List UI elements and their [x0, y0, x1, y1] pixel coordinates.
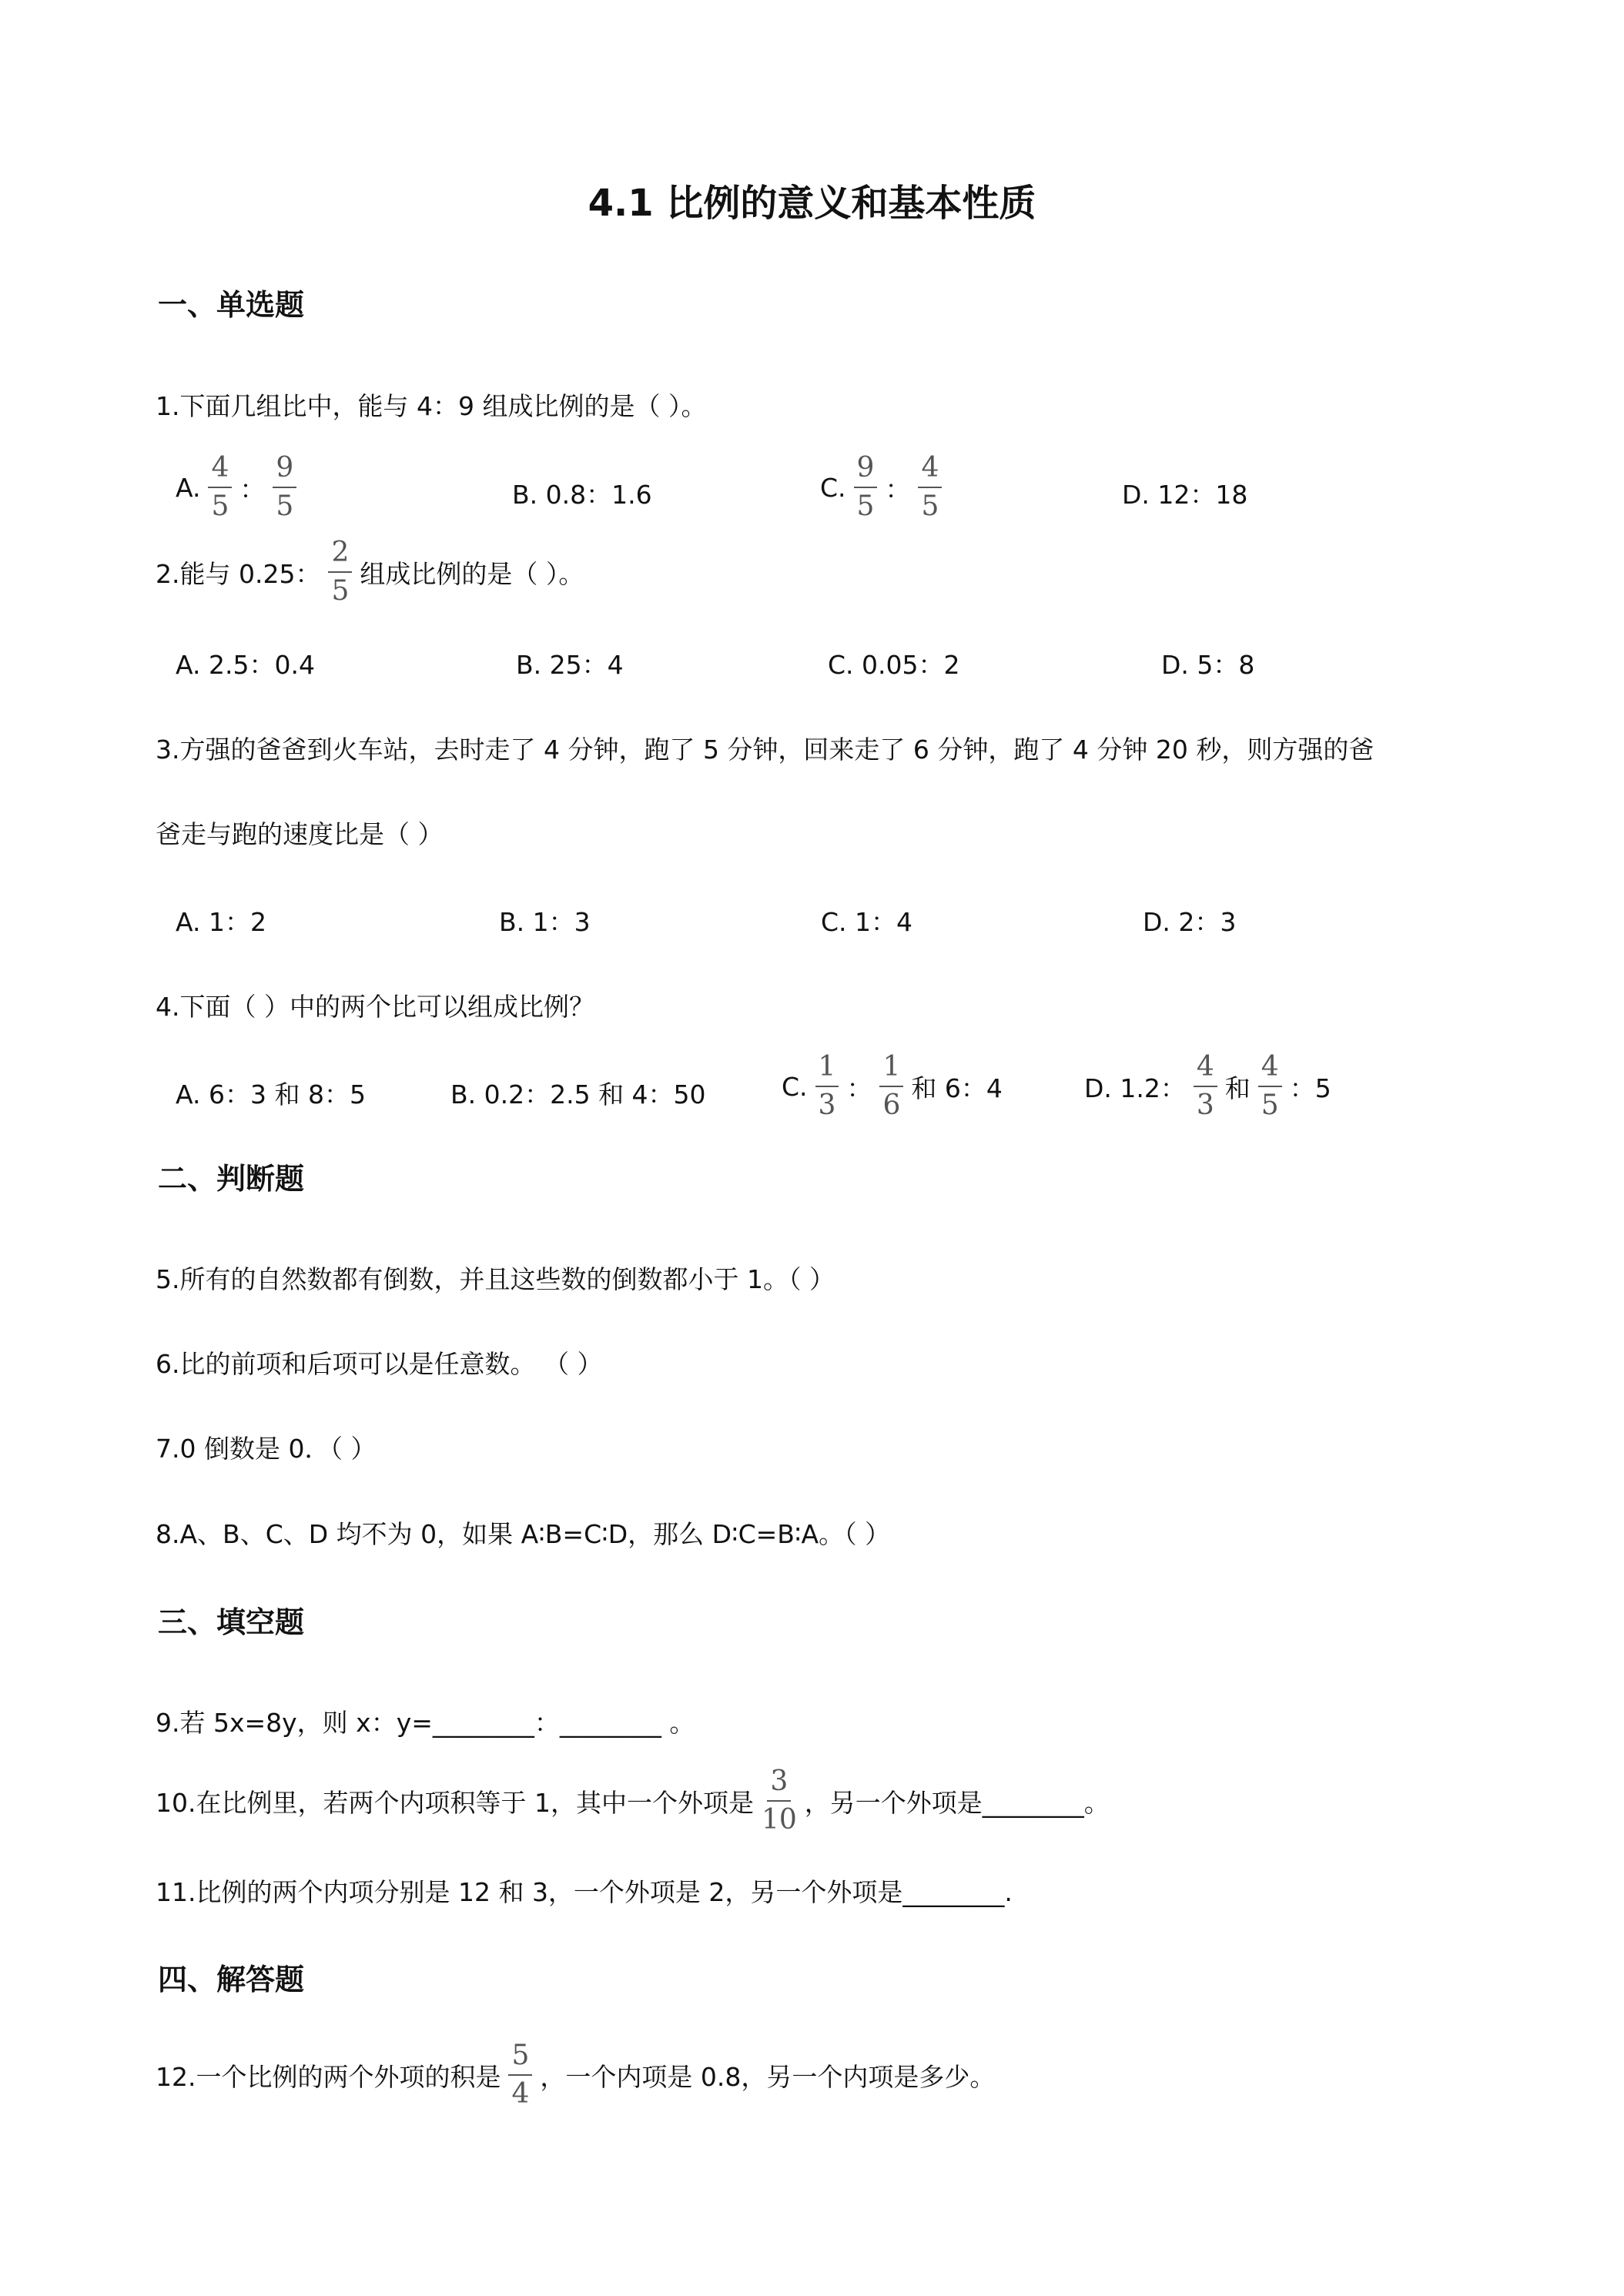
fraction: $\frac{1}{3}$	[815, 1053, 839, 1120]
question-11: 11.比例的两个内项分别是 12 和 3，一个外项是 2，另一个外项是________.	[156, 1877, 1013, 1907]
q4-option-c	[782, 1053, 1003, 1120]
ratio-colon: ：	[885, 474, 911, 504]
fraction: $\frac{4}{5}$	[1258, 1053, 1282, 1120]
q2-option-a: A. 2.5：0.4	[176, 650, 315, 680]
question-9: 9.若 5x=8y，则 x：y=________：________ 。	[156, 1708, 695, 1738]
ratio-colon: ：	[846, 1073, 872, 1103]
question-3-line-2: 爸走与跑的速度比是（ ）	[156, 819, 444, 849]
option-label: C.	[782, 1071, 808, 1102]
option-label: C.	[820, 472, 846, 503]
fraction: $\frac{2}{5}$	[328, 539, 352, 605]
page-title: 4.1 比例的意义和基本性质	[588, 182, 1036, 225]
q3-option-b: B. 1：3	[499, 907, 591, 937]
question-text: ，另一个外项是________。	[804, 1787, 1110, 1818]
fraction: $\frac{5}{4}$	[508, 2042, 532, 2108]
section-heading-fill-in: 三、填空题	[158, 1605, 305, 1639]
option-text: 和	[1224, 1073, 1251, 1103]
question-8: 8.A、B、C、D 均不为 0，如果 A∶B=C∶D，那么 D∶C=B∶A。（ ）	[156, 1519, 891, 1549]
section-heading-true-false: 二、判断题	[158, 1162, 305, 1196]
question-10	[156, 1768, 1110, 1834]
question-1: 1.下面几组比中，能与 4：9 组成比例的是（ ）。	[156, 391, 707, 421]
question-text: 2.能与 0.25：	[156, 558, 321, 589]
section-heading-single-choice: 一、单选题	[158, 288, 305, 322]
fraction: $\frac{3}{10}$	[761, 1766, 797, 1836]
q2-option-c: C. 0.05：2	[828, 650, 960, 680]
q1-option-b: B. 0.8：1.6	[512, 480, 652, 510]
question-text: ，一个内项是 0.8，另一个内项是多少。	[540, 2061, 996, 2092]
question-6: 6.比的前项和后项可以是任意数。 （ ）	[156, 1349, 603, 1379]
question-5: 5.所有的自然数都有倒数，并且这些数的倒数都小于 1。（ ）	[156, 1264, 835, 1294]
fraction: $\frac{4}{3}$	[1194, 1053, 1217, 1120]
question-4: 4.下面（ ）中的两个比可以组成比例？	[156, 992, 594, 1022]
fraction: $\frac{9}{5}$	[273, 454, 296, 520]
fraction: $\frac{9}{5}$	[854, 454, 878, 520]
fraction: $\frac{1}{6}$	[879, 1053, 903, 1120]
q4-option-d	[1084, 1053, 1331, 1120]
q3-option-a: A. 1：2	[176, 907, 266, 937]
question-2	[156, 539, 584, 605]
q2-option-d: D. 5：8	[1161, 650, 1255, 680]
q3-option-d: D. 2：3	[1143, 907, 1237, 937]
fraction: $\frac{4}{5}$	[918, 454, 942, 520]
question-text: 10.在比例里，若两个内项积等于 1，其中一个外项是	[156, 1787, 754, 1818]
question-text: 12.一个比例的两个外项的积是	[156, 2061, 501, 2092]
option-label: D. 1.2：	[1084, 1073, 1186, 1103]
section-heading-answer: 四、解答题	[158, 1963, 305, 1996]
q1-option-c	[820, 454, 949, 520]
question-7: 7.0 倒数是 0．（ ）	[156, 1434, 377, 1464]
question-12	[156, 2042, 995, 2108]
q4-option-b: B. 0.2：2.5 和 4：50	[450, 1079, 706, 1110]
option-text: 和 6：4	[911, 1073, 1003, 1103]
fraction: $\frac{4}{5}$	[208, 454, 232, 520]
ratio-colon: ：	[239, 474, 266, 504]
q2-option-b: B. 25：4	[516, 650, 624, 680]
option-text: ：5	[1289, 1073, 1331, 1103]
question-text: 组成比例的是（ ）。	[360, 558, 584, 589]
q1-option-a	[176, 454, 304, 520]
question-3-line-1: 3.方强的爸爸到火车站，去时走了 4 分钟，跑了 5 分钟，回来走了 6 分钟，跑了 4 分钟 20 秒，则方强的爸	[156, 735, 1375, 765]
q1-option-d: D. 12：18	[1122, 480, 1248, 510]
q4-option-a: A. 6：3 和 8：5	[176, 1079, 366, 1110]
option-label: A.	[176, 472, 201, 503]
q3-option-c: C. 1：4	[821, 907, 913, 937]
